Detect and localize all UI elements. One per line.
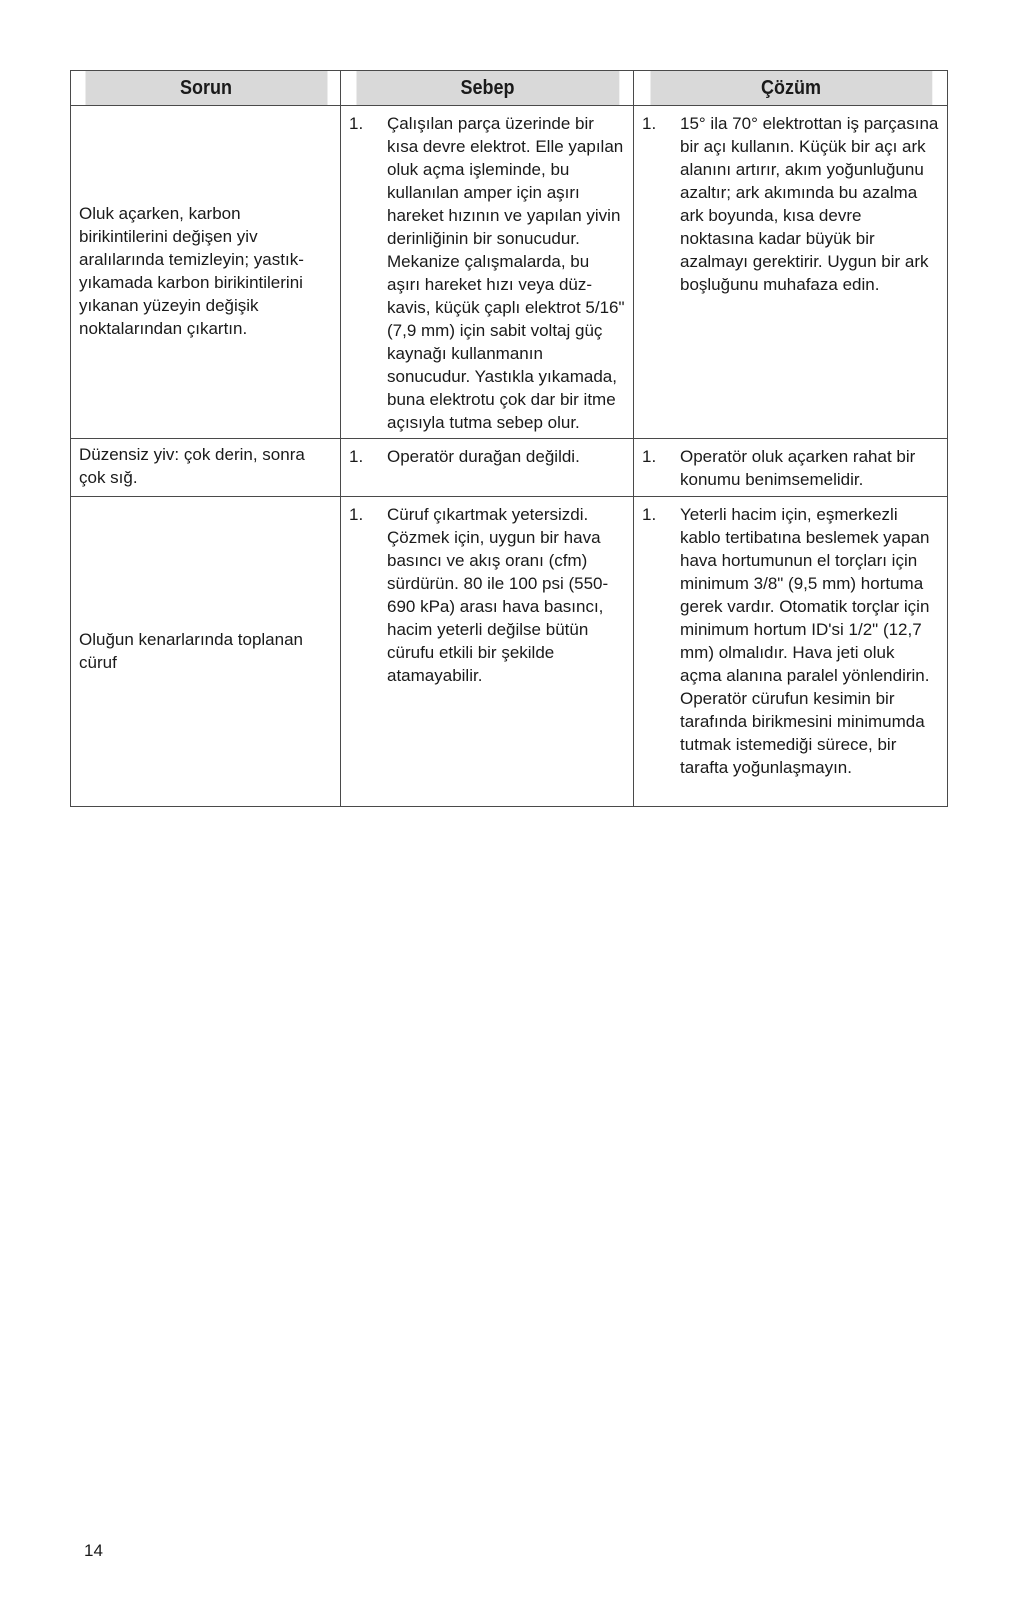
problem-cell [71, 106, 341, 439]
cause-number: 1. [349, 114, 364, 133]
cause-item [341, 106, 633, 438]
solution-item [634, 497, 947, 783]
cause-text: Çalışılan parça üzerinde bir kısa devre elektrot. Elle yapılan oluk açma işleminde, bu kullanılan amper için aşırı hareket hızının ve yapılan yivin derinliğinin bir sonucudur. Mekanize çalışmalarda, bu aşırı hareket hızı veya düz-kavis, küçük çaplı elektrot 5/16" (7,9 mm) için sabit voltaj güç kaynağı kullanmanın sonucudur. Yastıkla yıkamada, buna elektrotu çok dar bir itme açısıyla tutma sebep olur. [387, 114, 625, 432]
solution-number: 1. [642, 505, 657, 524]
cause-item [341, 439, 633, 472]
table-row [71, 497, 948, 807]
troubleshooting-table [70, 70, 948, 807]
solution-cell [634, 497, 948, 807]
solution-text: Operatör oluk açarken rahat bir konumu benimsemelidir. [680, 447, 916, 489]
solution-text: Yeterli hacim için, eşmerkezli kablo tertibatına beslemek yapan hava hortumunun el torçları için minimum 3/8" (9,5 mm) hortuma gerek vardır. Otomatik torçlar için minimum hortum ID'si 1/2" (12,7 mm) olmalıdır. Hava jeti oluk açma alanına paralel yönlendirin. Operatör cürufun kesimin bir tarafında birikmesini minimumda tutmak istemediği sürece, bir tarafta yoğunlaşmayın. [680, 505, 930, 777]
problem-text: Düzensiz yiv: çok derin, sonra çok sığ. [79, 445, 305, 487]
solution-number: 1. [642, 447, 657, 466]
header-sebep: Sebep [355, 71, 619, 106]
solution-item [634, 106, 947, 300]
cause-cell [341, 106, 634, 439]
header-cozum: Çözüm [649, 71, 932, 106]
solution-item [634, 439, 947, 495]
table-row [71, 439, 948, 497]
cause-cell [341, 497, 634, 807]
cause-text: Cüruf çıkartmak yetersizdi. Çözmek için, uygun bir hava basıncı ve akış oranı (cfm) sürdürün. 80 ile 100 psi (550-690 kPa) arası hava basıncı, hacim yeterli değilse bütün cürufu etkili bir şekilde atamayabilir. [387, 505, 609, 685]
page-number: 14 [84, 1541, 103, 1560]
problem-text: Oluğun kenarlarında toplanan cüruf [79, 629, 303, 672]
cause-text: Operatör durağan değildi. [387, 447, 580, 466]
cause-cell [341, 439, 634, 497]
problem-cell [71, 497, 341, 807]
cause-item [341, 497, 633, 691]
solution-number: 1. [642, 114, 657, 133]
problem-text: Oluk açarken, karbon birikintilerini değişen yiv aralılarında temizleyin; yastık-yıkamada karbon birikintilerini yıkanan yüzeyin değişik noktalarından çıkartın. [79, 204, 304, 338]
cause-number: 1. [349, 505, 364, 524]
table-header-row [71, 71, 948, 106]
solution-cell [634, 439, 948, 497]
cause-number: 1. [349, 447, 364, 466]
table-row [71, 106, 948, 439]
problem-cell [71, 439, 341, 497]
solution-cell [634, 106, 948, 439]
solution-text: 15° ila 70° elektrottan iş parçasına bir açı kullanın. Küçük bir açı ark alanını artırır, akım yoğunluğunu azaltır; ark akımında bu azalma ark boyunda, kısa devre noktasına kadar büyük bir azalmayı gerektirir. Uygun bir ark boşluğunu muhafaza edin. [680, 114, 939, 294]
header-sorun: Sorun [84, 71, 327, 106]
